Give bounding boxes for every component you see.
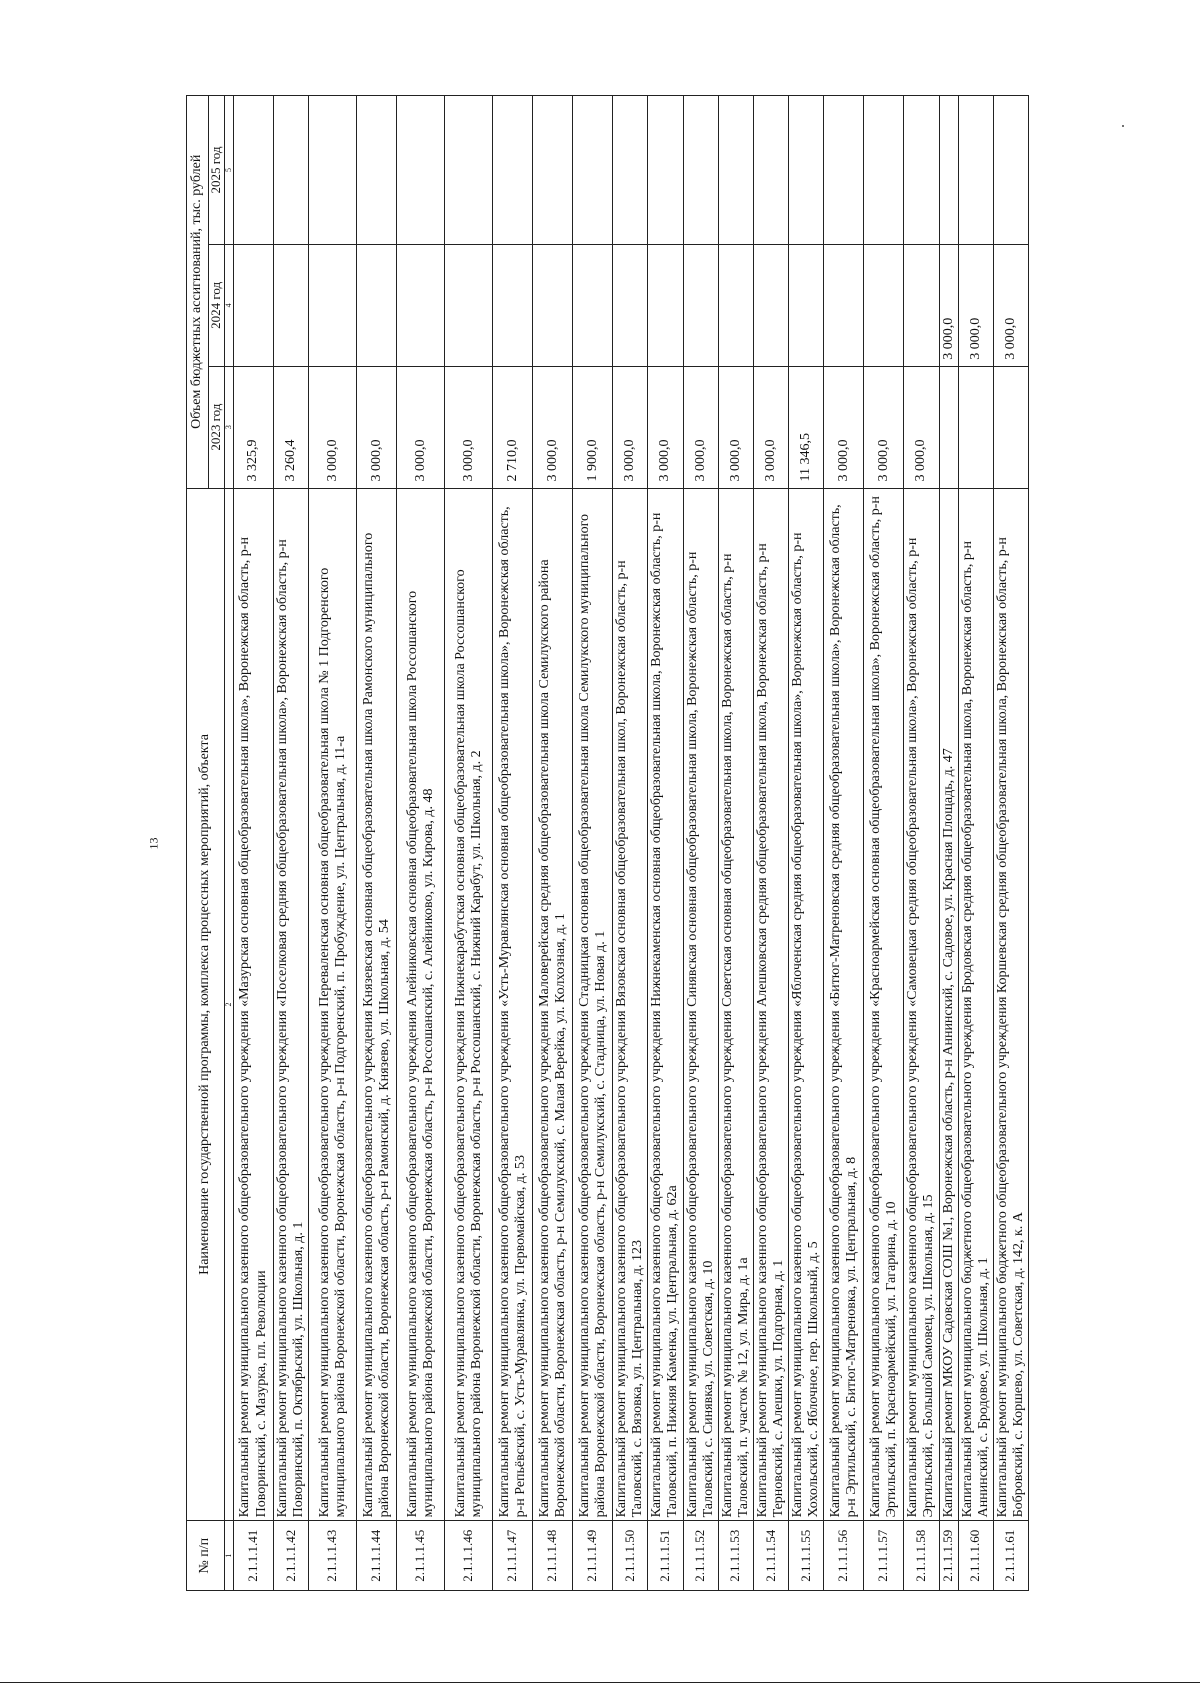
row-value-2024 <box>493 245 533 367</box>
row-value-2025 <box>397 96 445 245</box>
row-name: Капитальный ремонт муниципального казенного общеобразовательного учреждения Князевская основная общеобразовательная школа Рамонского муниципального района Воронежской области, Воронежская область, р-н Рамонский, д. Князево, ул. Школьная, д. 54 <box>357 488 397 1521</box>
column-number: 3 <box>225 366 234 488</box>
row-value-2023: 3 000,0 <box>445 366 493 488</box>
row-value-2024 <box>789 245 824 367</box>
row-value-2024 <box>573 245 613 367</box>
header-year-2024: 2024 год <box>209 245 225 367</box>
row-number: 2.1.1.1.46 <box>445 1521 493 1591</box>
table-row <box>357 96 397 1591</box>
row-value-2025 <box>993 96 1028 245</box>
row-value-2025 <box>824 96 864 245</box>
row-value-2024 <box>274 245 309 367</box>
row-value-2025 <box>718 96 753 245</box>
table-row <box>397 96 445 1591</box>
row-value-2023: 2 710,0 <box>493 366 533 488</box>
row-number: 2.1.1.1.50 <box>613 1521 648 1591</box>
column-number: 1 <box>225 1521 234 1591</box>
row-name: Капитальный ремонт муниципального казенного общеобразовательного учреждения Вязовская основная общеобразовательная школ, Воронежская область, р-н Таловский, с. Вязовка, ул. Центральная, д. 123 <box>613 488 648 1521</box>
row-value-2025 <box>357 96 397 245</box>
row-name: Капитальный ремонт муниципального казенного общеобразовательного учреждения Синявская основная общеобразовательная школа, Воронежская область, р-н Таловский, с. Синявка, ул. Советская, д. 10 <box>683 488 718 1521</box>
row-number: 2.1.1.1.60 <box>958 1521 993 1591</box>
row-value-2023 <box>993 366 1028 488</box>
header-year-2025: 2025 год <box>209 96 225 245</box>
row-value-2024 <box>864 245 904 367</box>
row-value-2025 <box>234 96 274 245</box>
row-value-2024 <box>397 245 445 367</box>
table-row <box>445 96 493 1591</box>
row-number: 2.1.1.1.56 <box>824 1521 864 1591</box>
row-number: 2.1.1.1.49 <box>573 1521 613 1591</box>
table-row <box>824 96 864 1591</box>
row-number: 2.1.1.1.45 <box>397 1521 445 1591</box>
row-value-2024 <box>824 245 864 367</box>
row-name: Капитальный ремонт муниципального казенного общеобразовательного учреждения «Поселковая средняя общеобразовательная школа», Воронежская область, р-н Поворинский, п. Октябрьский, ул. Школьная, д. 1 <box>274 488 309 1521</box>
row-number: 2.1.1.1.44 <box>357 1521 397 1591</box>
row-value-2024: 3 000,0 <box>993 245 1028 367</box>
row-number: 2.1.1.1.61 <box>993 1521 1028 1591</box>
row-value-2023: 3 325,9 <box>234 366 274 488</box>
row-number: 2.1.1.1.55 <box>789 1521 824 1591</box>
row-name: Капитальный ремонт муниципального казенного общеобразовательного учреждения Советская основная общеобразовательная школа, Воронежская область, р-н Таловский, п. участок № 12, ул. Мира, д. 1а <box>718 488 753 1521</box>
row-value-2023: 3 000,0 <box>683 366 718 488</box>
row-name: Капитальный ремонт муниципального бюджетного общеобразовательного учреждения Бродовская средняя общеобразовательная школа, Воронежская область, р-н Аннинский, с. Бродовое, ул. Школьная, д. 1 <box>958 488 993 1521</box>
row-value-2024 <box>234 245 274 367</box>
row-value-2024 <box>648 245 683 367</box>
row-name: Капитальный ремонт муниципального казенного общеобразовательного учреждения «Яблоченская средняя общеобразовательная школа», Воронежская область, р-н Хохольский, с. Яблочное, пер. Школьный, д. 5 <box>789 488 824 1521</box>
row-name: Капитальный ремонт муниципального казенного общеобразовательного учреждения «Битюг-Матреновская средняя общеобразовательная школа», Воронежская область, р-н Эртильский, с. Битюг-Матреновка, ул. Центральная, д. 8 <box>824 488 864 1521</box>
row-value-2023 <box>958 366 993 488</box>
row-value-2025 <box>309 96 357 245</box>
row-value-2025 <box>533 96 573 245</box>
row-number: 2.1.1.1.47 <box>493 1521 533 1591</box>
row-value-2023: 3 000,0 <box>309 366 357 488</box>
table-row <box>864 96 904 1591</box>
row-name: Капитальный ремонт муниципального казенного общеобразовательного учреждения Алешковская средняя общеобразовательная школа, Воронежская область, р-н Терновский, с. Алешки, ул. Подгорная, д. 1 <box>753 488 788 1521</box>
row-value-2024 <box>445 245 493 367</box>
budget-table <box>186 95 1029 1591</box>
row-number: 2.1.1.1.43 <box>309 1521 357 1591</box>
row-value-2024 <box>718 245 753 367</box>
header-num: № п/п <box>187 1521 225 1591</box>
table-row <box>904 96 939 1591</box>
table-row <box>573 96 613 1591</box>
column-number: 4 <box>225 245 234 367</box>
table-row <box>683 96 718 1591</box>
table-row <box>789 96 824 1591</box>
row-value-2025 <box>789 96 824 245</box>
row-number: 2.1.1.1.58 <box>904 1521 939 1591</box>
row-value-2025 <box>904 96 939 245</box>
table-row <box>493 96 533 1591</box>
row-value-2023: 3 000,0 <box>753 366 788 488</box>
row-value-2024 <box>309 245 357 367</box>
row-value-2023: 3 000,0 <box>718 366 753 488</box>
rotated-table-wrapper <box>186 95 1044 1591</box>
row-value-2025 <box>939 96 958 245</box>
row-number: 2.1.1.1.48 <box>533 1521 573 1591</box>
row-value-2025 <box>648 96 683 245</box>
row-value-2025 <box>958 96 993 245</box>
row-number: 2.1.1.1.42 <box>274 1521 309 1591</box>
page-bottom-rule <box>0 1682 1200 1683</box>
table-row <box>309 96 357 1591</box>
row-number: 2.1.1.1.52 <box>683 1521 718 1591</box>
row-value-2024 <box>904 245 939 367</box>
row-name: Капитальный ремонт муниципального казенного общеобразовательного учреждения Стадницкая основная общеобразовательная школа Семилукского муниципального района Воронежской области, Воронежская область, р-н Семилукский, с. Стадница, ул. Новая д. 1 <box>573 488 613 1521</box>
table-row <box>274 96 309 1591</box>
row-number: 2.1.1.1.41 <box>234 1521 274 1591</box>
row-value-2025 <box>274 96 309 245</box>
row-value-2023: 3 260,4 <box>274 366 309 488</box>
table-row <box>753 96 788 1591</box>
row-name: Капитальный ремонт муниципального казенного общеобразовательного учреждения «Красноармейская основная общеобразовательная школа», Воронежская область, р-н Эртильский, п. Красноармейский, ул. Гагарина, д. 10 <box>864 488 904 1521</box>
row-value-2025 <box>683 96 718 245</box>
row-value-2025 <box>493 96 533 245</box>
row-name: Капитальный ремонт муниципального казенного общеобразовательного учреждения Алейниковская основная общеобразовательная школа Россошанского муниципального района Воронежской области, Воронежская область, р-н Россошанский, с. Алейниково, ул. Кирова, д. 48 <box>397 488 445 1521</box>
row-value-2025 <box>613 96 648 245</box>
row-name: Капитальный ремонт муниципального казенного общеобразовательного учреждения Нижнекарабутская основная общеобразовательная школа Россошанского муниципального района Воронежской области, Воронежская область, р-н Россошанский, с. Нижний Карабут, ул. Школьная, д. 2 <box>445 488 493 1521</box>
row-name: Капитальный ремонт муниципального казенного общеобразовательного учреждения Нижнекаменская основная общеобразовательная школа, Воронежская область, р-н Таловский, п. Нижняя Каменка, ул. Центральная, д. 62а <box>648 488 683 1521</box>
scan-speck <box>1122 125 1124 127</box>
row-value-2024: 3 000,0 <box>958 245 993 367</box>
row-value-2024 <box>357 245 397 367</box>
row-number: 2.1.1.1.51 <box>648 1521 683 1591</box>
table-row <box>993 96 1028 1591</box>
table-row <box>613 96 648 1591</box>
row-name: Капитальный ремонт муниципального казенного общеобразовательного учреждения «Усть-Муравлянская основная общеобразовательная школа», Воронежская область, р-н Репьёвский, с. Усть-Муравлянка, ул. Первомайская, д. 53 <box>493 488 533 1521</box>
row-value-2023: 3 000,0 <box>533 366 573 488</box>
row-name: Капитальный ремонт муниципального бюджетного общеобразовательного учреждения Коршевская средняя общеобразовательная школа, Воронежская область, р-н Бобровский, с. Коршево, ул. Советская, д. 142, к. А <box>993 488 1028 1521</box>
row-number: 2.1.1.1.53 <box>718 1521 753 1591</box>
row-number: 2.1.1.1.59 <box>939 1521 958 1591</box>
row-value-2023: 3 000,0 <box>397 366 445 488</box>
row-value-2025 <box>753 96 788 245</box>
column-number: 5 <box>225 96 234 245</box>
row-value-2023 <box>939 366 958 488</box>
row-value-2025 <box>864 96 904 245</box>
table-row <box>234 96 274 1591</box>
header-funding: Объем бюджетных ассигнований, тыс. рублей <box>187 96 209 489</box>
table-row <box>648 96 683 1591</box>
row-value-2023: 3 000,0 <box>357 366 397 488</box>
row-value-2025 <box>445 96 493 245</box>
row-value-2023: 3 000,0 <box>904 366 939 488</box>
table-row <box>533 96 573 1591</box>
row-number: 2.1.1.1.54 <box>753 1521 788 1591</box>
table-row <box>939 96 958 1591</box>
row-value-2023: 3 000,0 <box>648 366 683 488</box>
row-value-2025 <box>573 96 613 245</box>
row-value-2023: 3 000,0 <box>824 366 864 488</box>
column-number: 2 <box>225 488 234 1521</box>
header-year-2023: 2023 год <box>209 366 225 488</box>
row-name: Капитальный ремонт МКОУ Садовская СОШ №1, Воронежская область, р-н Аннинский, с. Садовое, ул. Красная Площадь, д. 47 <box>939 488 958 1521</box>
row-name: Капитальный ремонт муниципального казенного общеобразовательного учреждения Переваленская основная общеобразовательная школа № 1 Подгоренского муниципального района Воронежской области, Воронежская область, р-н Подгоренский, п. Пробуждение, ул. Центральная, д. 11-а <box>309 488 357 1521</box>
row-value-2024 <box>753 245 788 367</box>
row-value-2024 <box>533 245 573 367</box>
table-body <box>234 96 1029 1591</box>
row-value-2024 <box>683 245 718 367</box>
row-value-2023: 3 000,0 <box>864 366 904 488</box>
row-number: 2.1.1.1.57 <box>864 1521 904 1591</box>
row-value-2023: 3 000,0 <box>613 366 648 488</box>
header-name: Наименование государственной программы, комплекса процессных мероприятий, объекта <box>187 488 225 1521</box>
row-value-2023: 11 346,5 <box>789 366 824 488</box>
row-name: Капитальный ремонт муниципального казенного общеобразовательного учреждения «Мазурская основная общеобразовательная школа», Воронежская область, р-н Поворинский, с. Мазурка, пл. Революции <box>234 488 274 1521</box>
row-name: Капитальный ремонт муниципального казенного общеобразовательного учреждения Маловерейская средняя общеобразовательная школа Семилукского района Воронежской области, Воронежская область, р-н Семилукский, с. Малая Верейка, ул. Колхозная, д. 1 <box>533 488 573 1521</box>
table-row <box>718 96 753 1591</box>
row-value-2024 <box>613 245 648 367</box>
row-name: Капитальный ремонт муниципального казенного общеобразовательного учреждения «Самовецкая средняя общеобразовательная школа», Воронежская область, р-н Эртильский, с. Большой Самовец, ул. Школьная, д. 15 <box>904 488 939 1521</box>
row-value-2024: 3 000,0 <box>939 245 958 367</box>
row-value-2023: 1 900,0 <box>573 366 613 488</box>
page-number: 13 <box>146 837 161 850</box>
table-row <box>958 96 993 1591</box>
